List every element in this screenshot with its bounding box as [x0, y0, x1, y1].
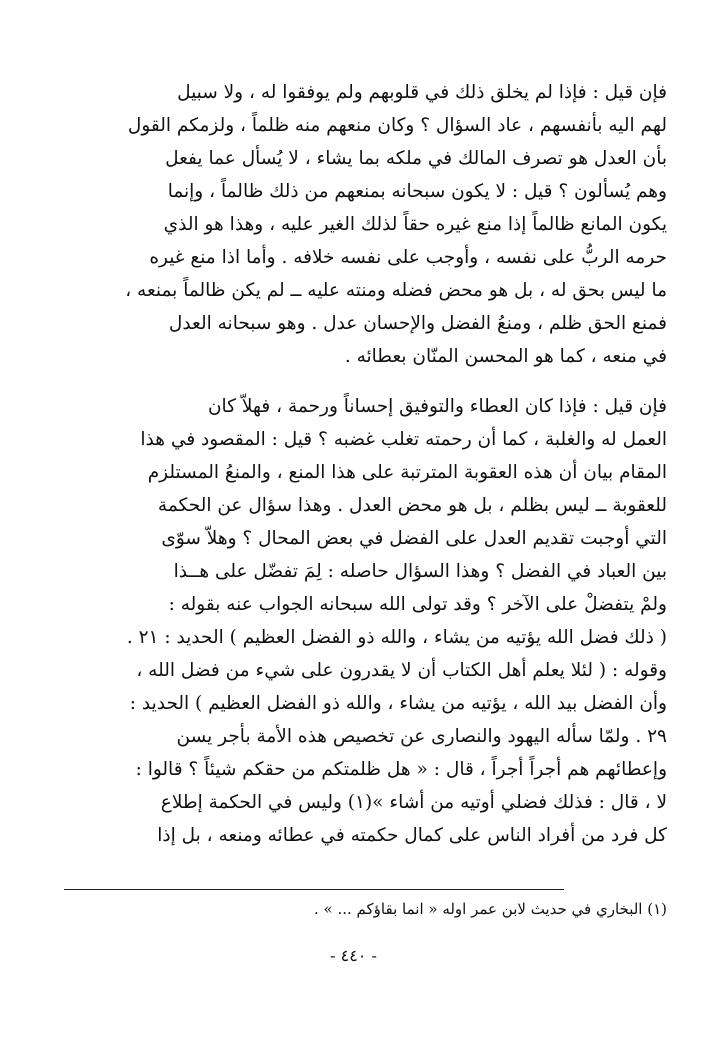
paragraph-2 [40, 390, 667, 852]
text-line: كل فرد من أفراد الناس على كمال حكمته في عطائه ومنعه ، بل إذا [157, 825, 667, 846]
text-line: بأن العدل هو تصرف المالك في ملكه بما يشاء ، لا يُسأل عما يفعل [165, 148, 667, 169]
text-line: وأن الفضل بيد الله ، يؤتيه من يشاء ، والله ذو الفضل العظيم ) الحديد : [129, 693, 667, 714]
text-line: حرمه الربُّ على نفسه ، وأوجب على نفسه خلافه . وأما اذا منع غيره [149, 247, 667, 268]
text-line: في منعه ، كما هو المحسن المنّان بعطائه . [344, 346, 667, 367]
text-line: المقام بيان أن هذه العقوبة المترتبة على هذا المنع ، والمنعُ المستلزم [147, 462, 667, 483]
text-line: التي أوجبت تقديم العدل على الفضل في بعض المحال ؟ وهلاّ سوّى [161, 528, 667, 549]
text-line: وهم يُسألون ؟ قيل : لا يكون سبحانه بمنعهم من ذلك ظالماً ، وإنما [167, 181, 667, 202]
text-line: للعقوبة ــ ليس بظلم ، بل هو محض العدل . وهذا سؤال عن الحكمة [157, 495, 667, 516]
text-line: ٢٩ . ولمّا سأله اليهود والنصارى عن تخصيص هذه الأمة بأجر يسن [176, 726, 667, 747]
page-number: - ٤٤٠ - [330, 946, 377, 965]
text-line: فإن قيل : فإذا كان العطاء والتوفيق إحساناً ورحمة ، فهلاّ كان [207, 396, 667, 417]
text-line: العمل له والغلبة ، كما أن رحمته تغلب غضبه ؟ قيل : المقصود في هذا [140, 429, 667, 450]
text-line: بين العباد في الفضل ؟ وهذا السؤال حاصله : لِمَ تفضّل على هــذا [173, 561, 667, 582]
paragraph-1 [40, 76, 667, 373]
footnote: (١) البخاري في حديث لابن عمر اوله « انما بقاؤكم ... » . [314, 900, 667, 918]
text-line: وإعطائهم هم أجراً أجراً ، قال : « هل ظلمتكم من حقكم شيئاً ؟ قالوا : [135, 759, 667, 780]
text-line: وقوله : ( لئلا يعلم أهل الكتاب أن لا يقدرون على شيء من فضل الله ، [136, 660, 667, 681]
text-line: لا ، قال : فذلك فضلي أوتيه من أشاء »(١) وليس في الحكمة إطلاع [160, 792, 667, 813]
footnote-divider [64, 889, 564, 890]
text-line: فمنع الحق ظلم ، ومنعُ الفضل والإحسان عدل . وهو سبحانه العدل [168, 313, 667, 334]
text-line: ما ليس بحق له ، بل هو محض فضله ومنته عليه ــ لم يكن ظالماً بمنعه ، [125, 280, 667, 301]
text-line: يكون المانع ظالماً إذا منع غيره حقاً لذلك الغير عليه ، وهذا هو الذي [163, 214, 667, 235]
text-line: ولمْ يتفضلْ على الآخر ؟ وقد تولى الله سبحانه الجواب عنه بقوله : [168, 594, 667, 615]
text-line: فإن قيل : فإذا لم يخلق ذلك في قلوبهم ولم يوفقوا له ، ولا سبيل [177, 82, 667, 103]
text-line: لهم اليه بأنفسهم ، عاد السؤال ؟ وكان منعهم منه ظلماً ، ولزمكم القول [127, 115, 667, 136]
text-line: ( ذلك فضل الله يؤتيه من يشاء ، والله ذو الفضل العظيم ) الحديد : ٢١ . [126, 627, 667, 648]
